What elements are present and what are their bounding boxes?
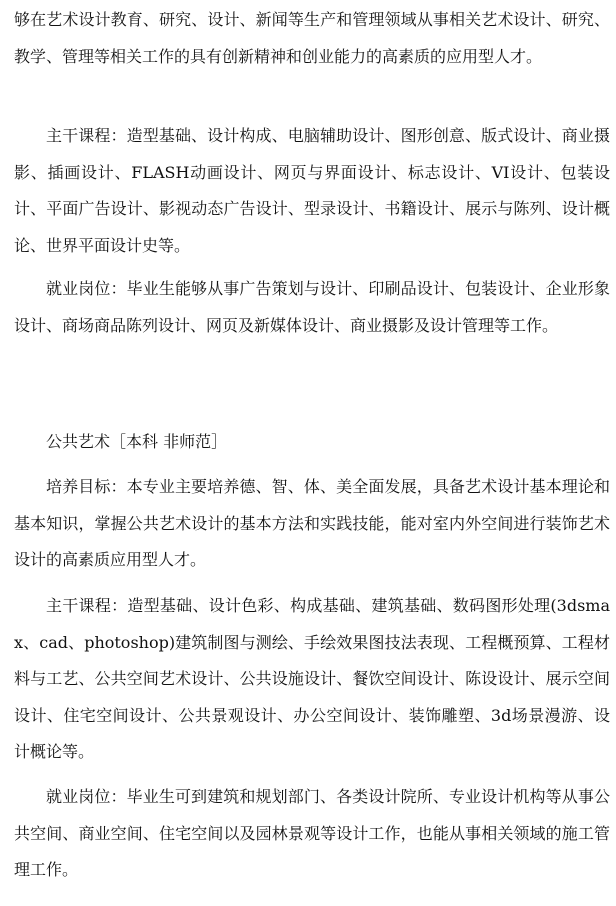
goal-paragraph-2: 培养目标：本专业主要培养德、智、体、美全面发展，具备艺术设计基本理论和基本知识，掌握公共艺术设计的基本方法和实践技能，能对室内外空间进行装饰艺术设计的高素质应用型人才。 [14,477,610,569]
courses-paragraph-2: 主干课程：造型基础、设计色彩、构成基础、建筑基础、数码图形处理(3dsmax、cad、photoshop)建筑制图与测绘、手绘效果图技法表现、工程概预算、工程材料与工艺、公共空间艺术设计、公共设施设计、餐饮空间设计、陈设设计、展示空间设计、住宅空间设计、公共景观设计、办公空间设计、装饰雕塑、3d场景漫游、设计概论等。 [14,596,610,761]
major-heading-public-art: 公共艺术［本科 非师范］ [46,432,228,451]
jobs-paragraph-2: 就业岗位：毕业生可到建筑和规划部门、各类设计院所、专业设计机构等从事公共空间、商业空间、住宅空间以及园林景观等设计工作，也能从事相关领域的施工管理工作。 [14,787,610,879]
intro-continuation-paragraph: 够在艺术设计教育、研究、设计、新闻等生产和管理领域从事相关艺术设计、研究、教学、管理等相关工作的具有创新精神和创业能力的高素质的应用型人才。 [14,10,610,66]
courses-paragraph-1: 主干课程：造型基础、设计构成、电脑辅助设计、图形创意、版式设计、商业摄影、插画设计、FLASH动画设计、网页与界面设计、标志设计、VI设计、包装设计、平面广告设计、影视动态广告设计、型录设计、书籍设计、展示与陈列、设计概论、世界平面设计史等。 [14,126,610,255]
jobs-paragraph-1: 就业岗位：毕业生能够从事广告策划与设计、印刷品设计、包装设计、企业形象设计、商场商品陈列设计、网页及新媒体设计、商业摄影及设计管理等工作。 [14,279,610,335]
